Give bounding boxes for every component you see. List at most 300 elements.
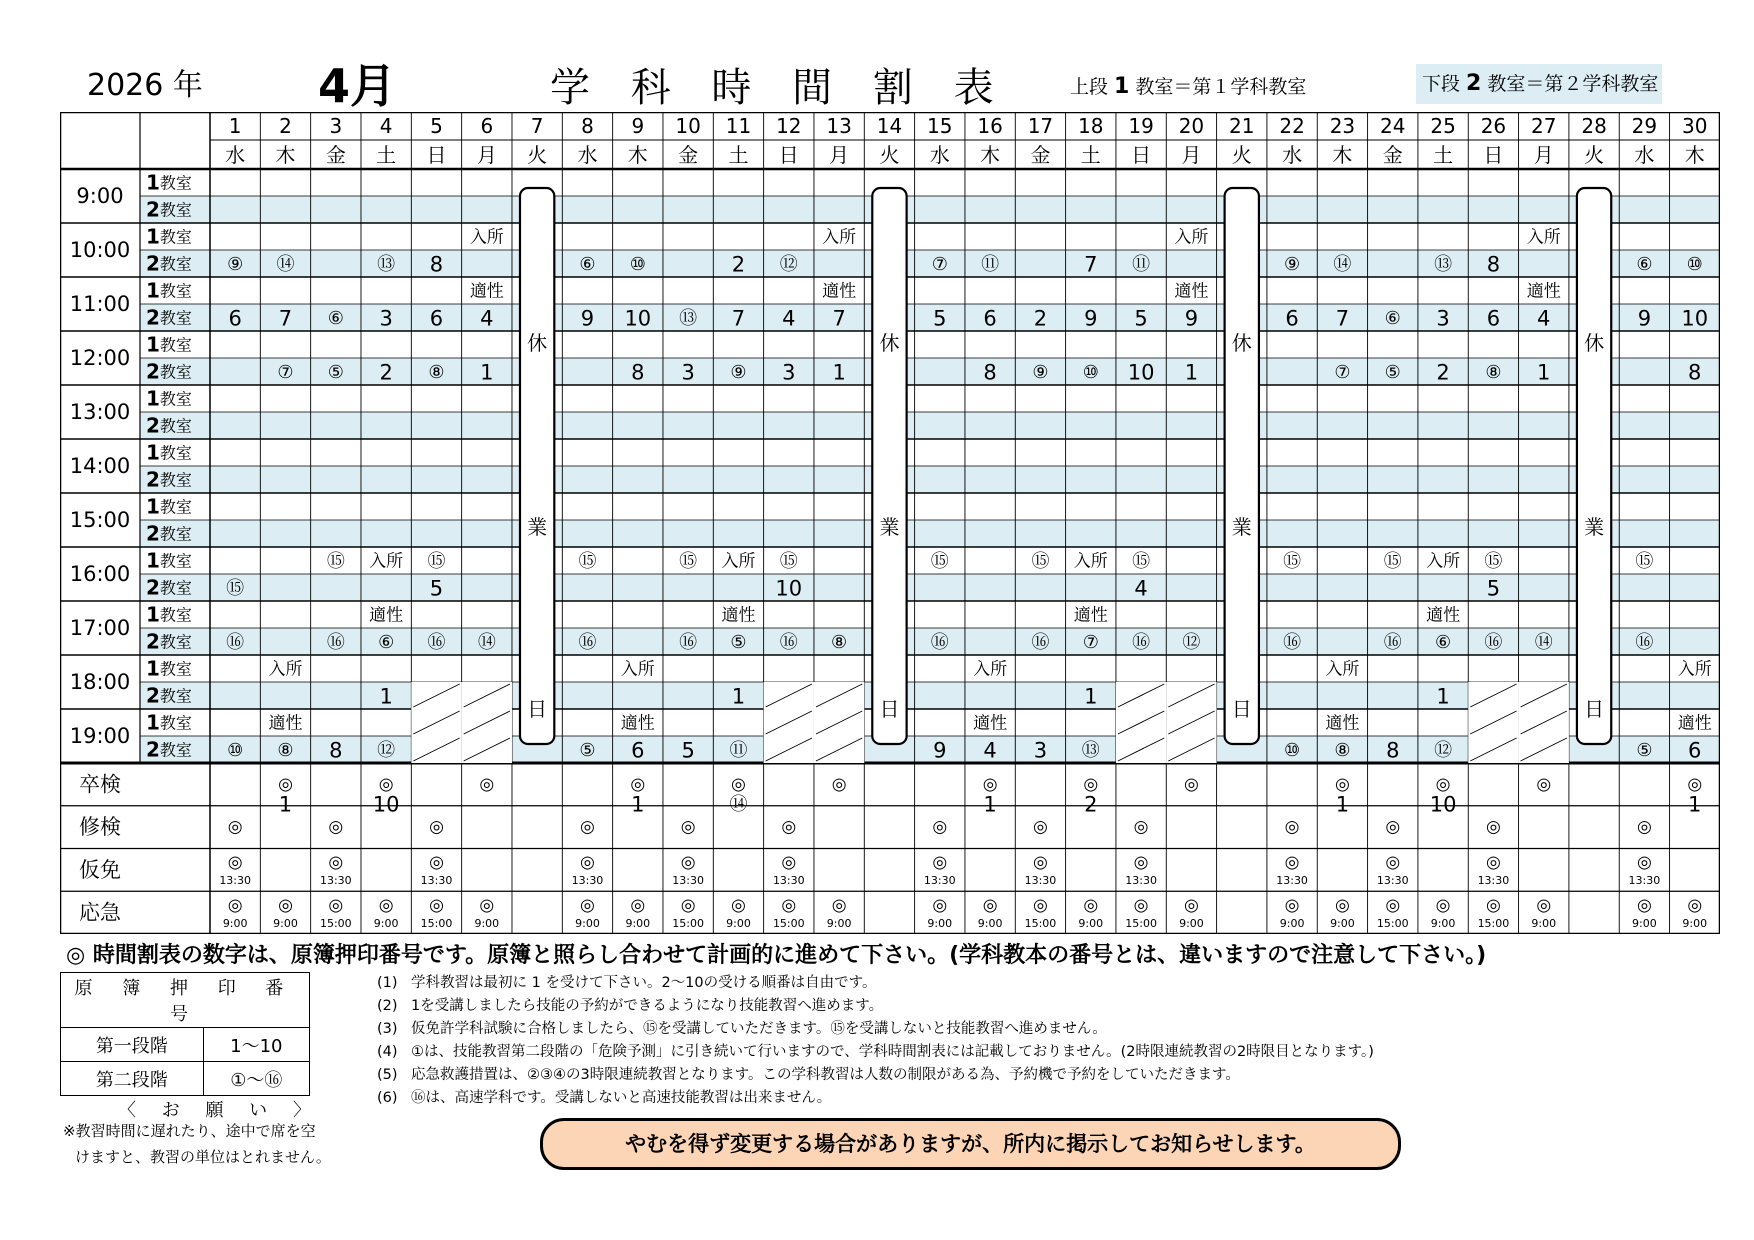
lesson-cell: 5 <box>1486 576 1501 601</box>
exam-time: 13:30 <box>571 874 604 887</box>
exam-time: 15:00 <box>1125 916 1157 930</box>
day-number: 24 <box>1380 114 1406 138</box>
room-label: 1教室 <box>146 332 192 357</box>
weekday-label: 水 <box>929 143 950 167</box>
lesson-cell: 3 <box>1033 738 1048 763</box>
closed-day-label: 日 <box>1231 697 1252 721</box>
lower-room-legend: 下段 2 教室＝第２学科教室 <box>1416 64 1662 104</box>
lesson-cell: ⑯ <box>930 632 949 653</box>
room2-band <box>140 520 1720 547</box>
lesson-cell: 適性 <box>369 605 404 626</box>
lesson-cell: ⑮ <box>326 551 345 572</box>
room-label: 2教室 <box>146 683 192 708</box>
lesson-cell: 4 <box>1134 576 1148 601</box>
lesson-cell: ⑦ <box>1082 632 1099 653</box>
lesson-cell: 適性 <box>1325 713 1360 734</box>
lesson-cell: ⑫ <box>377 740 396 761</box>
lesson-cell: ⑭ <box>1333 254 1352 275</box>
exam-time: 9:00 <box>927 916 953 930</box>
exam-time: 9:00 <box>222 916 248 930</box>
weekday-label: 金 <box>325 143 346 167</box>
lesson-cell: ⑦ <box>931 254 948 275</box>
room-label: 1教室 <box>146 602 192 627</box>
day-number: 23 <box>1329 114 1356 138</box>
exam-mark: ◎ <box>429 895 444 916</box>
lesson-cell: 3 <box>1436 306 1450 331</box>
lesson-cell: 2 <box>731 252 746 277</box>
exam-mark: ◎ <box>1083 774 1099 795</box>
exam-mark: ◎ <box>429 817 444 838</box>
lesson-cell: 適性 <box>268 713 303 734</box>
lesson-cell: ⑯ <box>1484 632 1503 653</box>
lesson-cell: ⑮ <box>679 551 698 572</box>
lesson-cell: ⑮ <box>930 551 949 572</box>
lesson-cell: 1 <box>480 360 494 385</box>
exam-mark: ◎ <box>831 774 847 795</box>
lesson-cell: 入所 <box>822 227 857 248</box>
closed-day-pill <box>1225 188 1259 744</box>
day-number: 22 <box>1279 114 1305 138</box>
closed-day-label: 業 <box>527 515 548 539</box>
upper-room-legend: 上段 1 教室＝第１学科教室 <box>1070 74 1307 99</box>
lesson-cell: 1 <box>1436 684 1450 709</box>
lesson-cell: 適性 <box>1426 605 1461 626</box>
lesson-cell: 8 <box>983 360 997 385</box>
exam-time: 15:00 <box>1477 916 1510 930</box>
lesson-cell: 9 <box>1184 306 1199 331</box>
lesson-cell: 4 <box>1537 306 1551 331</box>
day-number: 29 <box>1631 114 1658 138</box>
room-label: 2教室 <box>146 575 192 600</box>
note-item: (1) 学科教習は最初に 1 を受けて下さい。2～10の受ける順番は自由です。 <box>377 975 877 991</box>
exam-mark: ◎ <box>630 774 646 795</box>
lesson-cell: ⑤ <box>1384 362 1401 383</box>
day-number: 14 <box>876 114 903 138</box>
closed-day-pill <box>1577 188 1611 744</box>
exam-time: 9:00 <box>474 916 500 930</box>
lesson-cell: 1 <box>1184 360 1199 385</box>
closed-day-pill <box>520 188 554 744</box>
exam-mark: ◎ <box>1536 774 1552 795</box>
lesson-cell: ⑨ <box>730 362 747 383</box>
exam-mark: ◎ <box>1083 895 1099 916</box>
exam-mark: ◎ <box>1335 774 1350 795</box>
lesson-cell: 入所 <box>1325 659 1360 680</box>
lesson-cell: ⑬ <box>1081 740 1100 761</box>
lesson-cell: 1 <box>832 360 846 385</box>
exam-time: 9:00 <box>1682 916 1708 930</box>
exam-mark: ◎ <box>831 895 847 916</box>
lesson-cell: ⑬ <box>679 308 698 329</box>
room2-band <box>140 358 1720 385</box>
exam-mark: ◎ <box>1385 817 1401 838</box>
lesson-cell: 8 <box>1486 252 1501 277</box>
exam-mark: ◎ <box>328 895 344 916</box>
day-number: 2 <box>279 114 292 138</box>
weekday-label: 水 <box>1634 143 1655 167</box>
weekday-label: 日 <box>1131 143 1152 167</box>
lesson-cell: 4 <box>480 306 494 331</box>
weekday-label: 火 <box>879 143 900 167</box>
lesson-cell: ⑨ <box>1284 254 1301 275</box>
stage-label: 第二段階 <box>61 1062 204 1096</box>
lesson-cell: 6 <box>1688 738 1702 763</box>
exam-mark: ◎ <box>1636 817 1652 838</box>
exam-mark: ◎ <box>1033 895 1048 916</box>
lesson-cell: ⑮ <box>1383 551 1402 572</box>
exam-label: 応急 <box>79 900 121 925</box>
closed-day-label: 休 <box>527 331 548 355</box>
lesson-cell: ⑤ <box>730 632 747 653</box>
lesson-cell: 7 <box>832 306 846 331</box>
room-label: 1教室 <box>146 278 192 303</box>
lesson-cell: 6 <box>631 738 645 763</box>
lesson-cell: 5 <box>429 576 444 601</box>
lesson-cell: ⑮ <box>226 578 245 599</box>
lesson-cell: 10 <box>1429 792 1457 817</box>
lesson-cell: ⑭ <box>477 632 496 653</box>
exam-time: 13:30 <box>1477 874 1510 887</box>
lesson-cell: ⑥ <box>378 632 395 653</box>
lesson-cell: 入所 <box>1677 659 1712 680</box>
lesson-cell: ⑩ <box>227 740 244 761</box>
exam-time: 13:30 <box>923 874 956 887</box>
exam-mark: ◎ <box>1687 895 1703 916</box>
exam-mark: ◎ <box>378 895 394 916</box>
lesson-cell: 入所 <box>469 227 504 248</box>
day-number: 25 <box>1430 114 1456 138</box>
lesson-cell: ⑮ <box>1283 551 1302 572</box>
lesson-cell: 3 <box>379 306 393 331</box>
lesson-cell: ⑦ <box>277 362 294 383</box>
lesson-cell: ⑯ <box>1031 632 1050 653</box>
lesson-cell: 入所 <box>1073 551 1108 572</box>
exam-mark: ◎ <box>1033 852 1048 873</box>
lesson-cell: 9 <box>1084 306 1098 331</box>
day-number: 11 <box>725 114 752 138</box>
lesson-cell: 適性 <box>1526 281 1561 302</box>
room-label: 2教室 <box>146 359 192 384</box>
lesson-cell: ⑮ <box>1484 551 1503 572</box>
lesson-cell: ⑥ <box>1636 254 1653 275</box>
room-label: 1教室 <box>146 548 192 573</box>
exam-mark: ◎ <box>1435 774 1451 795</box>
exam-mark: ◎ <box>429 852 444 873</box>
day-number: 20 <box>1178 114 1205 138</box>
day-number: 13 <box>826 114 852 138</box>
note-item: (3) 仮免許学科試験に合格しましたら、⑮を受講していただきます。⑮を受講しないと技能教習へ進めません。 <box>377 1021 1107 1037</box>
exam-time: 9:00 <box>1179 916 1204 930</box>
lesson-cell: ⑨ <box>227 254 244 275</box>
room-label: 2教室 <box>146 305 192 330</box>
lesson-cell: ⑥ <box>579 254 596 275</box>
lesson-cell: 2 <box>379 360 393 385</box>
room-label: 1教室 <box>146 494 192 519</box>
lesson-cell: 3 <box>782 360 796 385</box>
lesson-cell: 8 <box>429 252 444 277</box>
day-number: 6 <box>480 114 494 138</box>
lesson-cell: ⑯ <box>427 632 446 653</box>
lesson-cell: ⑧ <box>1334 740 1351 761</box>
weekday-label: 火 <box>1584 143 1605 167</box>
exam-time: 13:30 <box>420 874 453 887</box>
time-label: 17:00 <box>69 616 131 640</box>
exam-time: 13:30 <box>1376 874 1409 887</box>
lesson-cell: ⑮ <box>1031 551 1050 572</box>
lesson-cell: 適性 <box>1073 605 1108 626</box>
lesson-cell: 10 <box>1127 360 1155 385</box>
day-number: 16 <box>977 114 1003 138</box>
room-label: 1教室 <box>146 440 192 465</box>
lesson-cell: 10 <box>372 792 400 817</box>
lesson-cell: ⑩ <box>1284 740 1301 761</box>
exam-mark: ◎ <box>227 817 243 838</box>
room-label: 1教室 <box>146 710 192 735</box>
exam-mark: ◎ <box>1184 895 1199 916</box>
room-label: 1教室 <box>146 656 192 681</box>
lesson-cell: 1 <box>983 792 997 817</box>
weekday-label: 木 <box>627 143 648 167</box>
day-number: 4 <box>379 114 393 138</box>
lesson-cell: 4 <box>782 306 796 331</box>
exam-mark: ◎ <box>580 895 595 916</box>
exam-mark: ◎ <box>378 774 394 795</box>
notes-list <box>377 972 1374 1110</box>
lesson-cell: ⑥ <box>1435 632 1452 653</box>
lesson-cell: ⑪ <box>729 740 748 761</box>
lesson-cell: 6 <box>983 306 997 331</box>
year-label: 2026 年 <box>87 68 203 103</box>
timetable-grid <box>60 112 1720 934</box>
lesson-cell: 7 <box>278 306 293 331</box>
lesson-cell: ⑮ <box>1635 551 1654 572</box>
stage-range: ①～⑯ <box>203 1062 309 1096</box>
exam-mark: ◎ <box>932 817 948 838</box>
room-label: 1教室 <box>146 170 192 195</box>
exam-mark: ◎ <box>278 895 293 916</box>
closed-day-label: 休 <box>879 331 900 355</box>
exam-mark: ◎ <box>1536 895 1552 916</box>
lesson-cell: 6 <box>429 306 444 331</box>
room2-band <box>140 304 1720 331</box>
weekday-label: 月 <box>1181 143 1202 167</box>
lesson-cell: 6 <box>228 306 242 331</box>
weekday-label: 火 <box>527 143 548 167</box>
exam-mark: ◎ <box>731 895 746 916</box>
weekday-label: 水 <box>577 143 598 167</box>
room2-band <box>140 466 1720 493</box>
weekday-label: 日 <box>426 143 447 167</box>
exam-mark: ◎ <box>932 895 948 916</box>
request-title: 〈 お 願 い 〉 <box>118 1100 321 1121</box>
stage-label: 第一段階 <box>61 1028 204 1062</box>
weekday-label: 水 <box>1282 143 1303 167</box>
lesson-cell: 入所 <box>369 551 404 572</box>
lesson-cell: ⑤ <box>579 740 596 761</box>
weekday-label: 木 <box>1684 143 1705 167</box>
time-label: 11:00 <box>69 292 131 316</box>
weekday-label: 金 <box>678 143 699 167</box>
exam-time: 9:00 <box>977 916 1003 930</box>
exam-mark: ◎ <box>731 774 746 795</box>
day-number: 28 <box>1581 114 1607 138</box>
lesson-cell: ⑤ <box>327 362 344 383</box>
lesson-cell: 8 <box>1386 738 1400 763</box>
exam-mark: ◎ <box>1284 852 1300 873</box>
exam-mark: ◎ <box>479 774 495 795</box>
lesson-cell: ⑥ <box>327 308 344 329</box>
exam-mark: ◎ <box>680 817 696 838</box>
lesson-cell: 適性 <box>620 713 655 734</box>
exam-time: 9:00 <box>273 916 298 930</box>
exam-mark: ◎ <box>1133 817 1149 838</box>
closed-day-label: 日 <box>527 697 548 721</box>
lesson-cell: ⑧ <box>831 632 848 653</box>
lesson-cell: ⑦ <box>1334 362 1351 383</box>
lesson-cell: ⑮ <box>779 551 798 572</box>
lesson-cell: 10 <box>775 576 803 601</box>
exam-mark: ◎ <box>328 817 344 838</box>
lesson-cell: ⑭ <box>729 794 748 815</box>
request-text: ※教習時間に遅れたり、途中で席を空 <box>63 1122 316 1140</box>
exam-time: 15:00 <box>1024 916 1057 930</box>
exam-mark: ◎ <box>1284 817 1300 838</box>
lesson-cell: ⑤ <box>1636 740 1653 761</box>
time-label: 18:00 <box>69 670 131 694</box>
weekday-label: 火 <box>1231 143 1252 167</box>
exam-mark: ◎ <box>1636 895 1652 916</box>
day-number: 1 <box>228 114 242 138</box>
day-number: 3 <box>329 114 343 138</box>
exam-mark: ◎ <box>1485 895 1501 916</box>
exam-time: 9:00 <box>1078 916 1104 930</box>
exam-label: 仮免 <box>79 857 121 882</box>
exam-mark: ◎ <box>1284 895 1300 916</box>
lesson-cell: ⑩ <box>1686 254 1703 275</box>
closed-day-label: 日 <box>879 697 900 721</box>
request-text: けますと、教習の単位はとれません。 <box>75 1148 331 1166</box>
room-label: 2教室 <box>146 629 192 654</box>
lesson-cell: 4 <box>983 738 997 763</box>
time-label: 13:00 <box>69 400 131 424</box>
lesson-cell: 8 <box>329 738 343 763</box>
exam-label: 修検 <box>79 815 121 840</box>
exam-mark: ◎ <box>1385 895 1401 916</box>
lesson-cell: ⑯ <box>679 632 698 653</box>
exam-mark: ◎ <box>982 774 998 795</box>
exam-mark: ◎ <box>680 852 696 873</box>
lesson-cell: ⑭ <box>276 254 295 275</box>
lesson-cell: 1 <box>1335 792 1350 817</box>
lesson-cell: 1 <box>278 792 293 817</box>
lesson-cell: ⑧ <box>1485 362 1502 383</box>
lesson-cell: ⑯ <box>326 632 345 653</box>
exam-mark: ◎ <box>1636 852 1652 873</box>
exam-time: 13:30 <box>1024 874 1057 887</box>
exam-time: 9:00 <box>826 916 852 930</box>
time-label: 12:00 <box>69 346 131 370</box>
lesson-cell: 1 <box>1084 684 1098 709</box>
room-label: 2教室 <box>146 521 192 546</box>
exam-mark: ◎ <box>680 895 696 916</box>
lesson-cell: 10 <box>624 306 652 331</box>
room-label: 1教室 <box>146 224 192 249</box>
exam-mark: ◎ <box>630 895 646 916</box>
time-label: 10:00 <box>69 238 131 262</box>
exam-label: 卒検 <box>79 772 121 797</box>
weekday-label: 木 <box>980 143 1001 167</box>
weekday-label: 金 <box>1382 143 1403 167</box>
room-label: 2教室 <box>146 737 192 762</box>
weekday-label: 金 <box>1030 143 1051 167</box>
exam-mark: ◎ <box>227 852 243 873</box>
lesson-cell: ⑯ <box>578 632 597 653</box>
note-item: (2) 1を受講しましたら技能の予約ができるようになり技能教習へ進めます。 <box>377 998 884 1014</box>
lesson-cell: ⑧ <box>277 740 294 761</box>
exam-time: 13:30 <box>1628 874 1661 887</box>
exam-time: 9:00 <box>373 916 399 930</box>
exam-mark: ◎ <box>781 852 797 873</box>
lesson-cell: ⑮ <box>427 551 446 572</box>
lesson-cell: 2 <box>1436 360 1450 385</box>
stage-range: 1～10 <box>203 1028 309 1062</box>
exam-time: 13:30 <box>1125 874 1157 887</box>
exam-mark: ◎ <box>982 895 998 916</box>
weekday-label: 木 <box>1332 143 1353 167</box>
exam-mark: ◎ <box>1133 895 1149 916</box>
exam-mark: ◎ <box>1385 852 1401 873</box>
room-label: 2教室 <box>146 197 192 222</box>
exam-mark: ◎ <box>932 852 948 873</box>
lesson-cell: ⑬ <box>377 254 396 275</box>
time-label: 14:00 <box>69 454 131 478</box>
lesson-cell: 入所 <box>1174 227 1209 248</box>
closed-day-label: 日 <box>1584 697 1605 721</box>
note-item: (6) ⑯は、高速学科です。受講しないと高速技能教習は出来ません。 <box>377 1090 832 1106</box>
closed-day-label: 休 <box>1584 331 1605 355</box>
lesson-cell: ⑯ <box>1283 632 1302 653</box>
lesson-cell: 1 <box>1688 792 1702 817</box>
lesson-cell: ⑥ <box>1384 308 1401 329</box>
day-number: 9 <box>631 114 645 138</box>
lesson-cell: 6 <box>1285 306 1299 331</box>
day-number: 27 <box>1531 114 1557 138</box>
lesson-cell: 7 <box>731 306 746 331</box>
lesson-cell: 入所 <box>620 659 655 680</box>
lesson-cell: 適性 <box>1677 713 1712 734</box>
lesson-cell: 適性 <box>973 713 1008 734</box>
lesson-cell: ⑮ <box>578 551 597 572</box>
lesson-cell: 適性 <box>721 605 756 626</box>
weekday-label: 日 <box>778 143 799 167</box>
ledger-number-table <box>60 972 310 1096</box>
month-label: 4月 <box>318 59 397 113</box>
lesson-cell: 9 <box>580 306 595 331</box>
exam-time: 9:00 <box>726 916 751 930</box>
lesson-cell: ⑬ <box>1434 254 1453 275</box>
lesson-cell: 8 <box>631 360 645 385</box>
lesson-cell: 2 <box>1033 306 1048 331</box>
change-notice-banner: やむを得ず変更する場合がありますが、所内に掲示してお知らせします。 <box>540 1118 1401 1170</box>
day-number: 10 <box>675 114 701 138</box>
exam-time: 15:00 <box>420 916 453 930</box>
day-number: 30 <box>1682 114 1708 138</box>
exam-time: 9:00 <box>1632 916 1657 930</box>
exam-mark: ◎ <box>580 852 595 873</box>
weekday-label: 土 <box>1080 143 1101 167</box>
closed-day-label: 休 <box>1231 331 1252 355</box>
day-number: 26 <box>1480 114 1507 138</box>
